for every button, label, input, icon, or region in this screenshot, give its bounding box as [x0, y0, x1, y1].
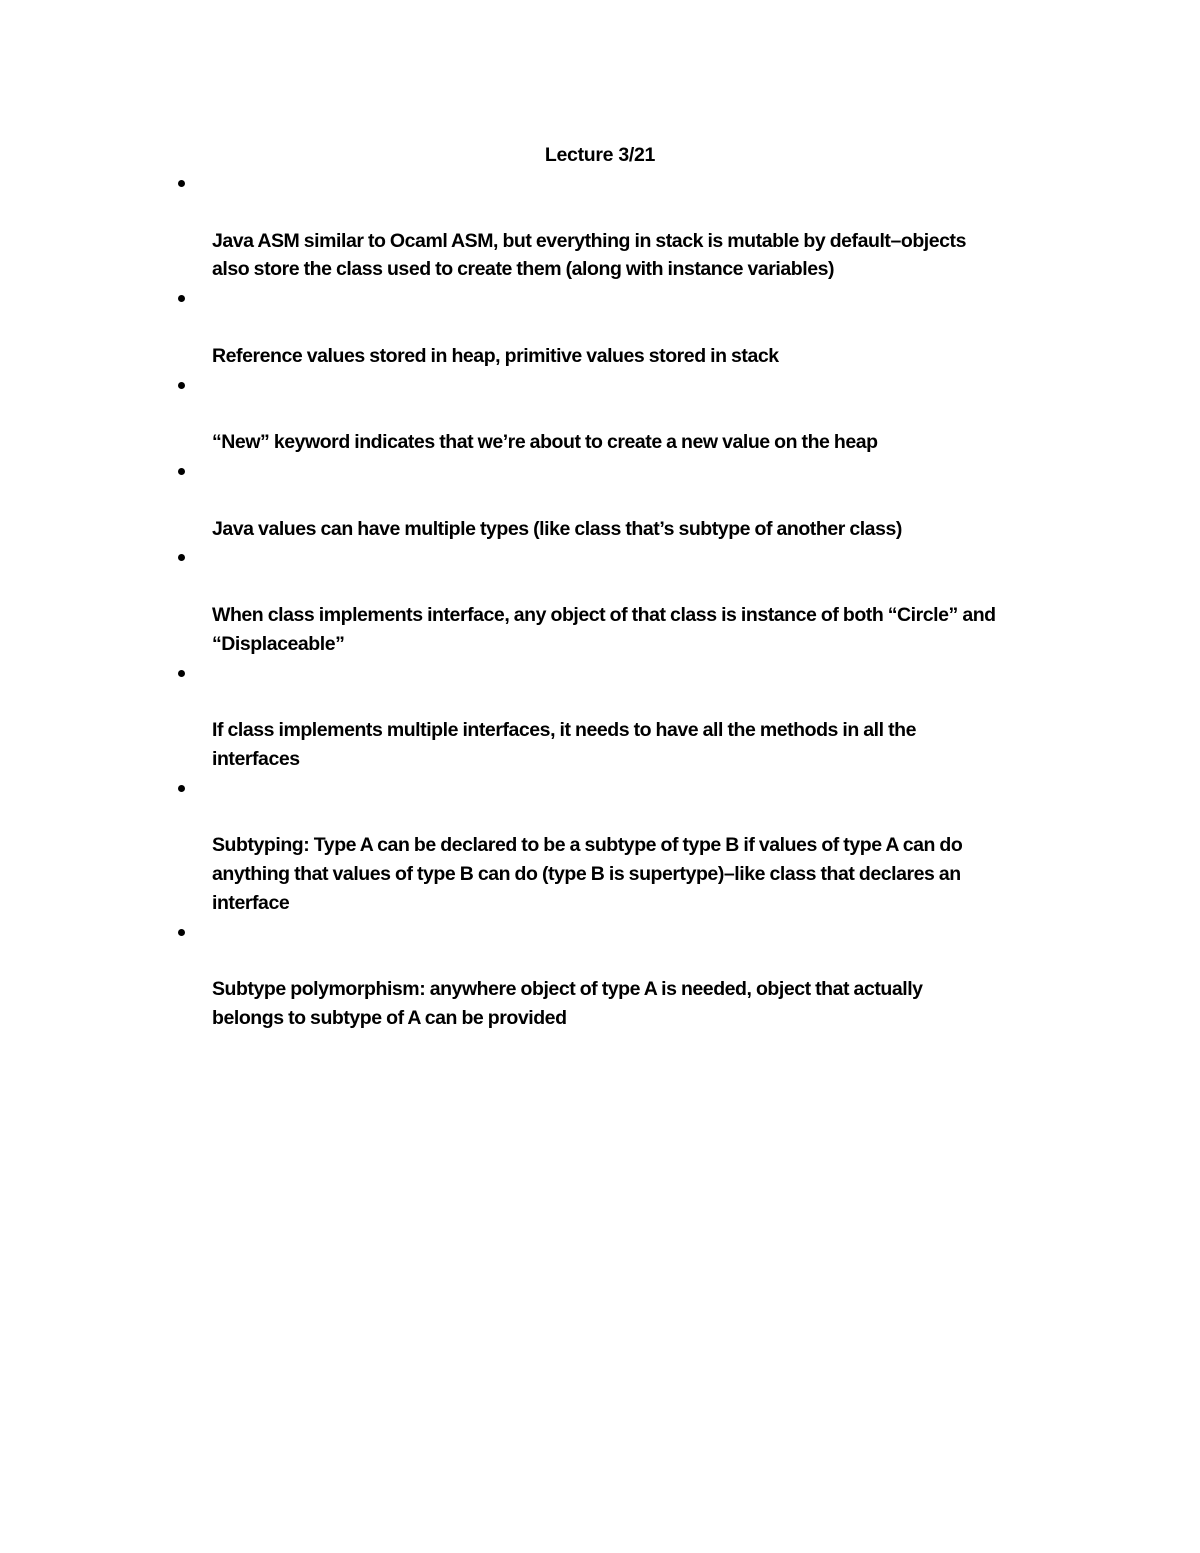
list-item-text: Java ASM similar to Ocaml ASM, but everything in stack is mutable by default–objects also store the class used to create them (along with instance variables): [212, 229, 966, 281]
page-title: Lecture 3/21: [544, 144, 656, 166]
list-item-text: When class implements interface, any object of that class is instance of both “Circle” and “Displaceable”: [212, 603, 996, 655]
bullet-icon: [178, 468, 185, 475]
bullet-icon: [178, 929, 185, 936]
bullet-icon: [178, 554, 185, 561]
list-item: [212, 457, 1072, 543]
list-item-text: Java values can have multiple types (like class that’s subtype of another class): [212, 517, 902, 540]
list-item: [212, 543, 1072, 658]
list-item-text: Reference values stored in heap, primitive values stored in stack: [212, 344, 779, 367]
bullet-icon: [178, 670, 185, 677]
list-item-text: Subtype polymorphism: anywhere object of type A is needed, object that actually belongs to subtype of A can be provided: [212, 978, 923, 1030]
list-item: [212, 774, 1072, 918]
list-item: [212, 918, 1072, 1033]
bullet-icon: [178, 382, 185, 389]
list-item: [212, 169, 1072, 284]
bullet-icon: [178, 180, 185, 187]
list-item: [212, 659, 1072, 774]
list-item-text: Subtyping: Type A can be declared to be a subtype of type B if values of type A can do anything that values of type B can do (type B is supertype)–like class that declares an interface: [212, 834, 963, 914]
list-item-text: If class implements multiple interfaces, it needs to have all the methods in all the interfaces: [212, 719, 916, 770]
list-item-text: “New” keyword indicates that we’re about to create a new value on the heap: [212, 431, 878, 454]
list-item: [212, 371, 1072, 457]
notes-list: [212, 169, 1072, 1033]
bullet-icon: [178, 785, 185, 792]
list-item: [212, 284, 1072, 370]
bullet-icon: [178, 295, 185, 302]
